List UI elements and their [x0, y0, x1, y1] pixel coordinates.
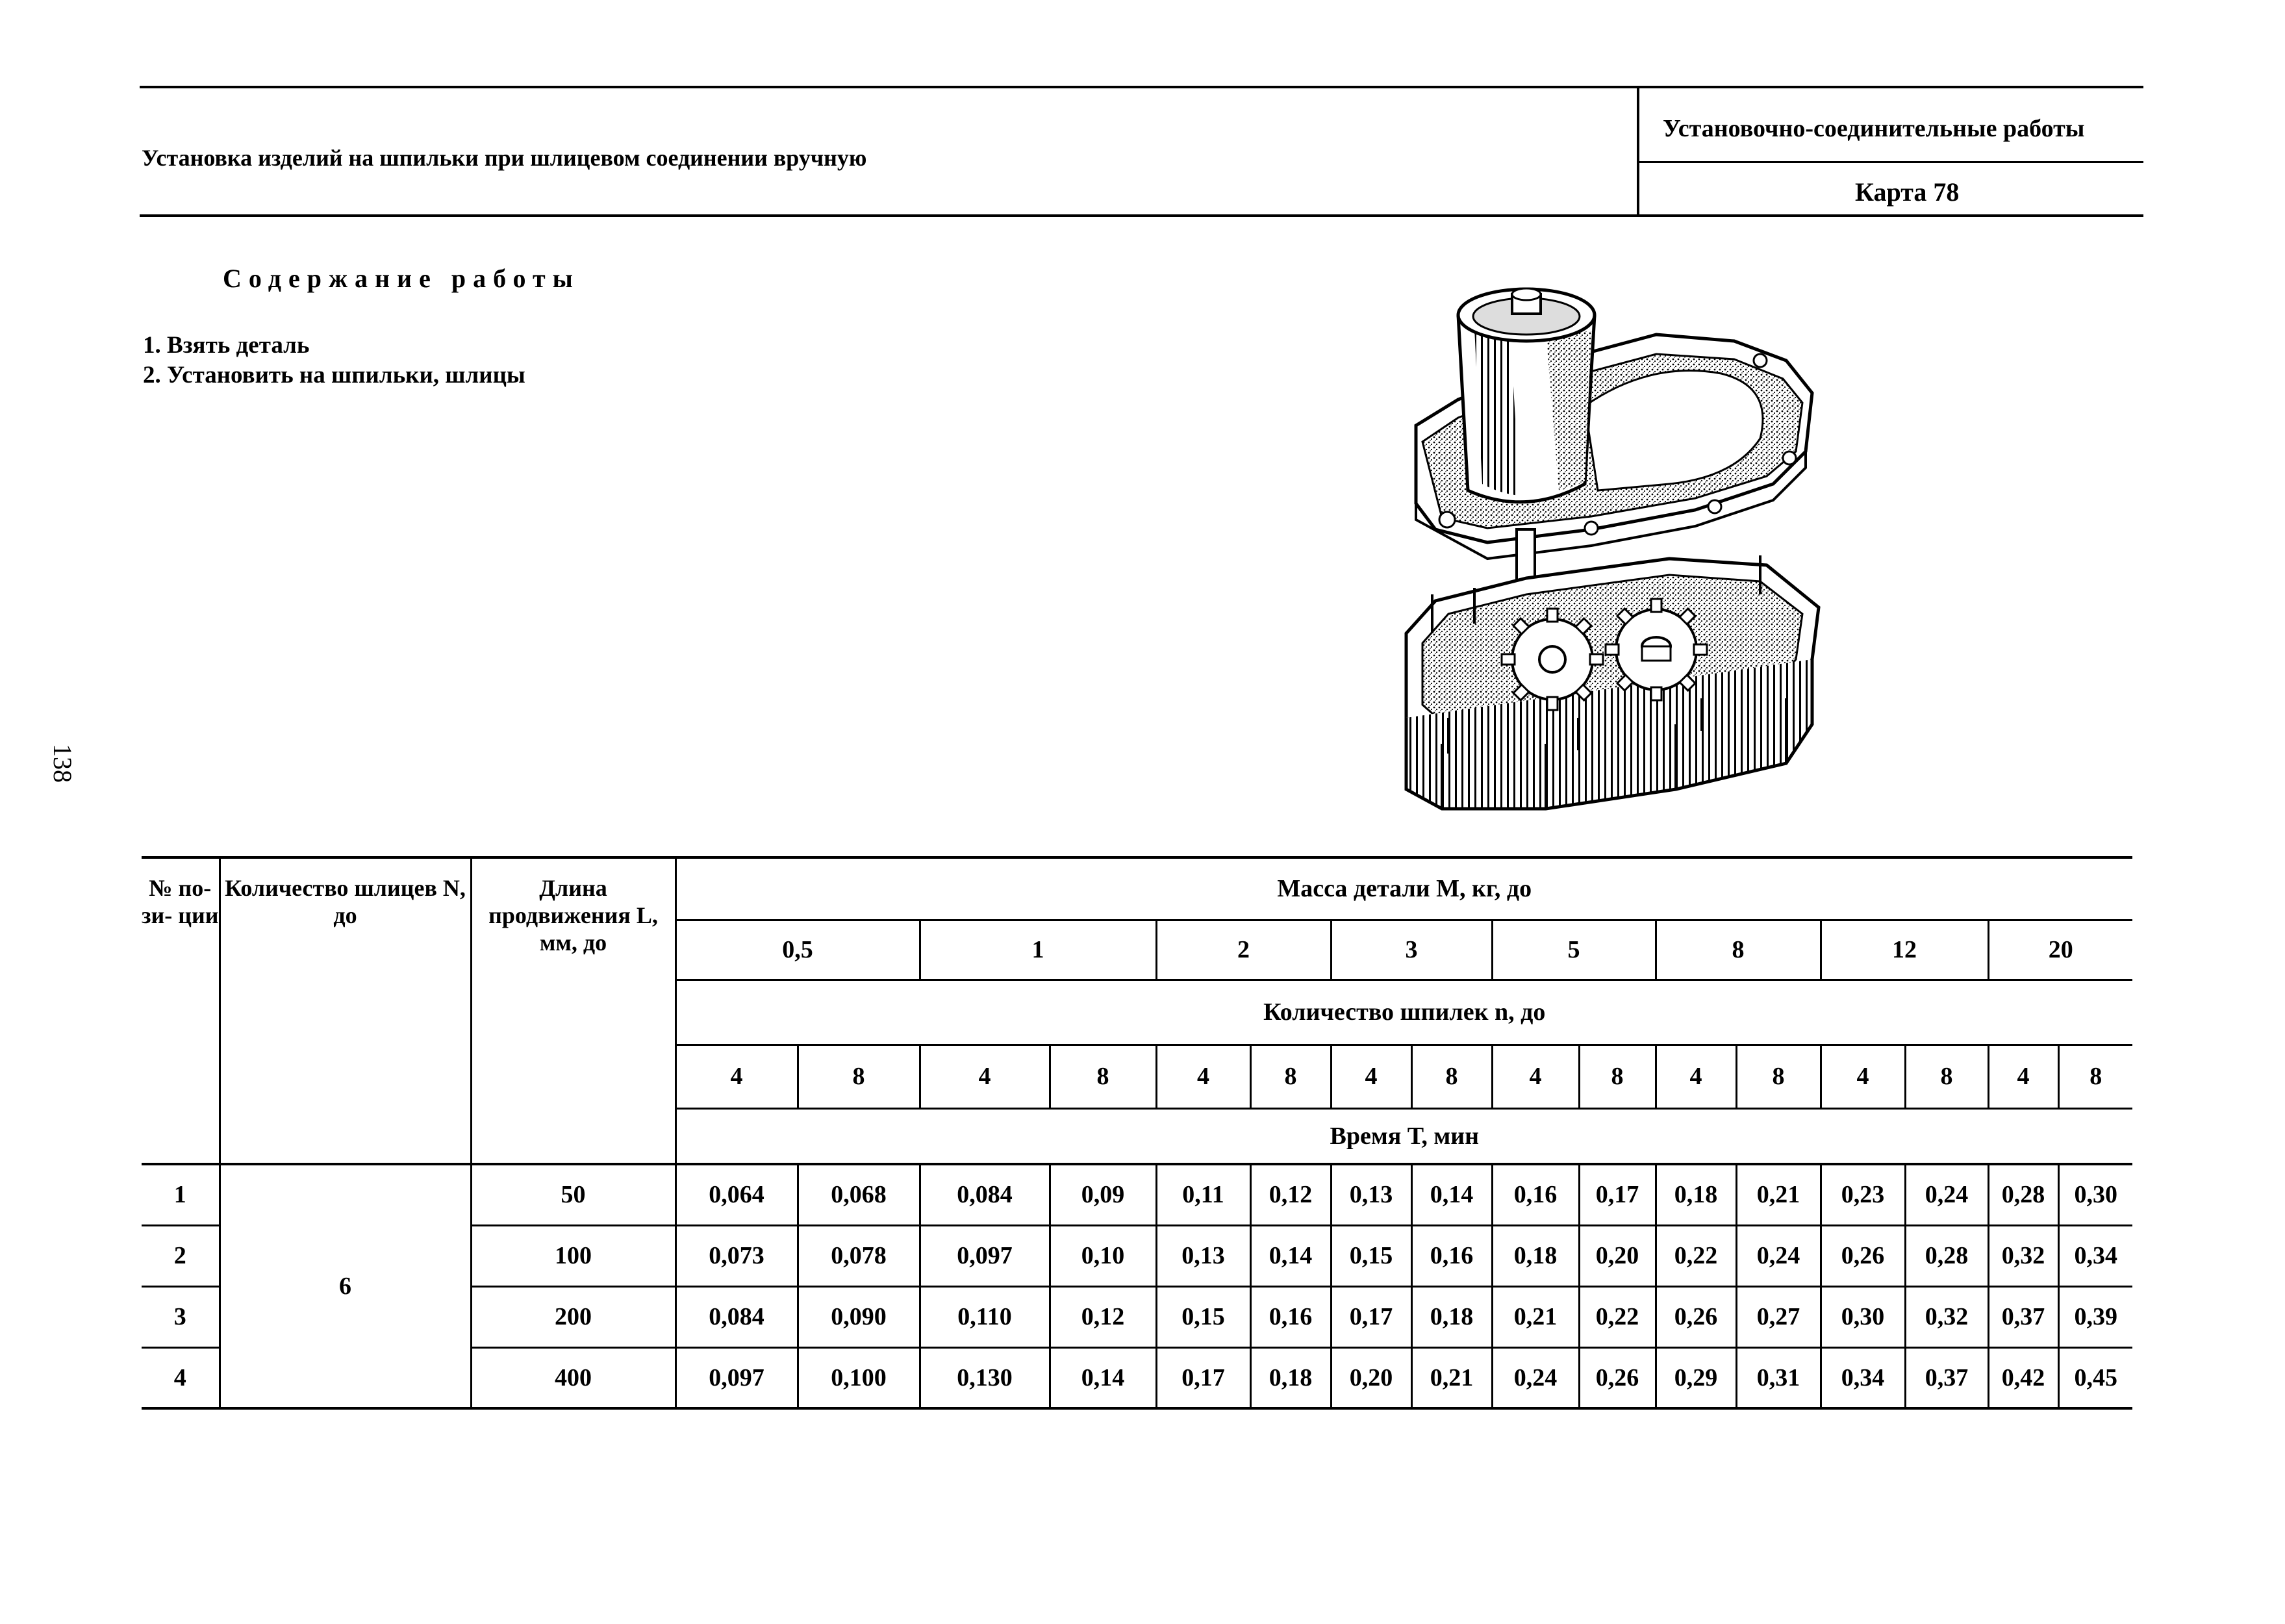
step-item: 2. Установить на шпильки, шлицы	[143, 362, 525, 388]
studs-value: 4	[675, 1045, 798, 1108]
studs-value: 4	[1988, 1045, 2058, 1108]
header-bottom-rule	[140, 214, 2143, 217]
time-value: 0,22	[1579, 1286, 1656, 1347]
header-top-rule	[140, 86, 2143, 88]
row-number: 3	[142, 1286, 220, 1347]
time-value: 0,23	[1821, 1164, 1905, 1225]
header-vertical-divider	[1637, 86, 1639, 217]
time-norm-table	[142, 856, 2132, 1410]
studs-value: 8	[1250, 1045, 1331, 1108]
page-title: Установка изделий на шпильки при шлицевом соединении вручную	[142, 145, 867, 171]
time-value: 0,16	[1411, 1225, 1492, 1286]
time-value: 0,068	[798, 1164, 920, 1225]
time-value: 0,32	[1905, 1286, 1988, 1347]
time-value: 0,14	[1250, 1225, 1331, 1286]
time-value: 0,18	[1411, 1286, 1492, 1347]
studs-value: 8	[1411, 1045, 1492, 1108]
table-row	[142, 1164, 2132, 1225]
time-value: 0,24	[1905, 1164, 1988, 1225]
row-number: 2	[142, 1225, 220, 1286]
time-value: 0,34	[1821, 1347, 1905, 1408]
mass-value: 8	[1656, 920, 1821, 980]
content-heading: Содержание работы	[223, 264, 580, 293]
time-value: 0,14	[1411, 1164, 1492, 1225]
time-value: 0,12	[1250, 1164, 1331, 1225]
time-value: 0,29	[1656, 1347, 1736, 1408]
time-value: 0,16	[1492, 1164, 1579, 1225]
time-value: 0,24	[1736, 1225, 1821, 1286]
time-value: 0,20	[1331, 1347, 1411, 1408]
time-value: 0,097	[675, 1347, 798, 1408]
time-value: 0,37	[1905, 1347, 1988, 1408]
time-value: 0,078	[798, 1225, 920, 1286]
time-value: 0,14	[1050, 1347, 1156, 1408]
studs-header: Количество шпилек n, до	[675, 980, 2132, 1045]
column-header-splines	[220, 857, 471, 1164]
time-value: 0,17	[1331, 1286, 1411, 1347]
header-right-divider	[1638, 161, 2143, 163]
time-value: 0,064	[675, 1164, 798, 1225]
time-value: 0,21	[1736, 1164, 1821, 1225]
length-value: 200	[471, 1286, 675, 1347]
column-header-splines-label: Количество шлицев N, до	[225, 875, 466, 928]
time-value: 0,18	[1250, 1347, 1331, 1408]
time-value: 0,110	[920, 1286, 1050, 1347]
length-value: 100	[471, 1225, 675, 1286]
row-number: 1	[142, 1164, 220, 1225]
column-header-length	[471, 857, 675, 1164]
time-value: 0,26	[1579, 1347, 1656, 1408]
studs-value: 8	[798, 1045, 920, 1108]
time-value: 0,24	[1492, 1347, 1579, 1408]
mass-value: 5	[1492, 920, 1656, 980]
splines-value: 6	[220, 1164, 471, 1408]
time-value: 0,11	[1156, 1164, 1250, 1225]
mass-value: 3	[1331, 920, 1492, 980]
time-value: 0,17	[1156, 1347, 1250, 1408]
row-number: 4	[142, 1347, 220, 1408]
time-value: 0,18	[1492, 1225, 1579, 1286]
time-value: 0,20	[1579, 1225, 1656, 1286]
mass-header: Масса детали М, кг, до	[675, 857, 2132, 920]
gearbox-illustration	[1396, 270, 1838, 828]
time-value: 0,084	[920, 1164, 1050, 1225]
studs-value: 4	[1821, 1045, 1905, 1108]
time-value: 0,16	[1250, 1286, 1331, 1347]
time-value: 0,090	[798, 1286, 920, 1347]
time-value: 0,12	[1050, 1286, 1156, 1347]
time-value: 0,097	[920, 1225, 1050, 1286]
time-value: 0,28	[1988, 1164, 2058, 1225]
time-value: 0,26	[1821, 1225, 1905, 1286]
time-value: 0,21	[1492, 1286, 1579, 1347]
time-value: 0,39	[2058, 1286, 2132, 1347]
card-number: Карта 78	[1855, 177, 1960, 207]
page-number: 138	[48, 744, 77, 783]
length-value: 400	[471, 1347, 675, 1408]
length-value: 50	[471, 1164, 675, 1225]
time-value: 0,17	[1579, 1164, 1656, 1225]
time-value: 0,30	[1821, 1286, 1905, 1347]
time-value: 0,084	[675, 1286, 798, 1347]
column-header-length-label: Длина продвижения L, мм, до	[488, 875, 658, 956]
time-header: Время Т, мин	[675, 1108, 2132, 1164]
time-value: 0,22	[1656, 1225, 1736, 1286]
studs-value: 8	[1050, 1045, 1156, 1108]
studs-value: 4	[920, 1045, 1050, 1108]
studs-value: 4	[1656, 1045, 1736, 1108]
studs-value: 8	[2058, 1045, 2132, 1108]
step-item: 1. Взять деталь	[143, 332, 310, 359]
time-value: 0,28	[1905, 1225, 1988, 1286]
mass-value: 2	[1156, 920, 1331, 980]
studs-value: 8	[1736, 1045, 1821, 1108]
time-value: 0,42	[1988, 1347, 2058, 1408]
time-value: 0,45	[2058, 1347, 2132, 1408]
time-value: 0,32	[1988, 1225, 2058, 1286]
mass-value: 20	[1988, 920, 2132, 980]
time-value: 0,31	[1736, 1347, 1821, 1408]
studs-value: 8	[1579, 1045, 1656, 1108]
time-value: 0,27	[1736, 1286, 1821, 1347]
column-header-position	[142, 857, 220, 1164]
time-value: 0,15	[1156, 1286, 1250, 1347]
time-value: 0,13	[1156, 1225, 1250, 1286]
time-value: 0,10	[1050, 1225, 1156, 1286]
studs-value: 8	[1905, 1045, 1988, 1108]
time-value: 0,130	[920, 1347, 1050, 1408]
table-body	[142, 1164, 2132, 1408]
studs-value: 4	[1156, 1045, 1250, 1108]
time-value: 0,21	[1411, 1347, 1492, 1408]
mass-value: 1	[920, 920, 1156, 980]
mass-value: 0,5	[675, 920, 920, 980]
time-value: 0,30	[2058, 1164, 2132, 1225]
time-value: 0,34	[2058, 1225, 2132, 1286]
time-value: 0,073	[675, 1225, 798, 1286]
time-value: 0,26	[1656, 1286, 1736, 1347]
studs-value: 4	[1492, 1045, 1579, 1108]
column-header-position-label: № по- зи- ции	[142, 875, 219, 928]
time-value: 0,13	[1331, 1164, 1411, 1225]
time-value: 0,37	[1988, 1286, 2058, 1347]
time-value: 0,100	[798, 1347, 920, 1408]
time-value: 0,15	[1331, 1225, 1411, 1286]
studs-value: 4	[1331, 1045, 1411, 1108]
work-category: Установочно-соединительные работы	[1663, 115, 2085, 142]
time-value: 0,18	[1656, 1164, 1736, 1225]
time-value: 0,09	[1050, 1164, 1156, 1225]
mass-value: 12	[1821, 920, 1988, 980]
